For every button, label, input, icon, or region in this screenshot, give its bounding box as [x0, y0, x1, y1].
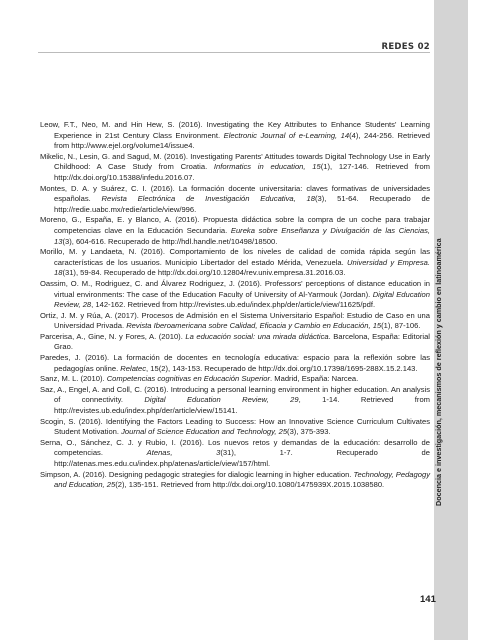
- reference-tail: (2), 135-151. Retrieved from http://dx.doi.org/10.1080/1475939X.2015.1038580.: [115, 480, 385, 490]
- reference-list: [40, 120, 430, 491]
- reference-tail: . Madrid, España: Narcea.: [270, 374, 359, 384]
- reference-text: Saz, A., Engel, A. and Coll, C. (2016). Introducing a personal learning environment in higher education. An analysis of connectivity.: [40, 384, 430, 405]
- reference-text: Oassim, O. M., Rodriguez, C. and Álvarez Rodriguez, J. (2016). Professors' perceptions of distance education in virtual environments: The case of the Education Faculty of University of Al-Yarmouk (Jordan).: [40, 278, 430, 299]
- reference-tail: (4), 244-256. Retrieved from http://www.ejel.org/volume14/issue4.: [54, 130, 430, 151]
- reference-source: Journal of Science Education and Technology, 25: [121, 427, 288, 437]
- reference-item: [40, 332, 430, 353]
- reference-item: [40, 353, 430, 374]
- reference-item: [40, 374, 430, 385]
- reference-text: Ortiz, J. M. y Rúa, A. (2017). Procesos de Admisión en el Sistema Universitario Español: Estudio de Caso en una Universidad Privada.: [40, 310, 430, 331]
- reference-tail: , 1-14. Retrieved from http://revistes.ub.edu/index.php/der/article/view/15141.: [54, 395, 430, 416]
- reference-source: Revista Iberoamericana sobre Calidad, Eficacia y Cambio en Educación, 15: [126, 321, 382, 331]
- reference-tail: , 15(2), 143-153. Recuperado de http://dx.doi.org/10.17398/1695-288X.15.2.143.: [146, 363, 418, 373]
- reference-source: Digital Education Review, 29: [144, 395, 299, 405]
- header-rule: [38, 52, 430, 53]
- reference-source: Competencias cognitivas en Educación Superior: [106, 374, 271, 384]
- reference-text: Leow, F.T., Neo, M. and Hin Hew, S. (2016). Investigating the Key Attributes to Enhance Students' Learning Experience in 21st Century Class Environment.: [40, 120, 430, 140]
- reference-source: Technology, Pedagogy and Education, 25: [54, 469, 430, 490]
- reference-source: Universidad y Empresa. 18: [54, 257, 430, 278]
- reference-tail: (31), 1-7. Recuperado de http://atenas.mes.edu.cu/index.php/atenas/article/view/157/html.: [54, 448, 430, 468]
- reference-text: Montes, D. A. y Suárez, C. I. (2016). La formación docente universitaria: claves formativas de universidades españolas.: [40, 183, 430, 204]
- reference-item: [40, 215, 430, 247]
- reference-item: [40, 279, 430, 311]
- reference-item: [40, 385, 430, 417]
- reference-tail: (31), 59-84. Recuperado de http://dx.doi.org/10.12804/rev.univ.empresa.31.2016.03.: [62, 268, 346, 278]
- reference-source: Revista Electrónica de Investigación Educativa, 18: [101, 194, 315, 204]
- reference-tail: (3), 375-393.: [287, 427, 331, 437]
- reference-item: [40, 311, 430, 332]
- vertical-section-title: Docencia e investigación, mecanismos de reflexión y cambio en latinoamérica: [434, 238, 443, 506]
- reference-text: Sanz, M. L. (2010).: [40, 374, 107, 384]
- reference-source: Digital Education Review, 28: [54, 289, 430, 310]
- reference-item: [40, 184, 430, 216]
- reference-text: Simpson, A. (2016). Designing pedagogic strategies for dialogic learning in higher education.: [40, 469, 354, 479]
- reference-item: [40, 152, 430, 184]
- reference-text: Moreno, G., España, E. y Blanco, A. (2016). Propuesta didáctica sobre la compra de un coche para trabajar competencias clave en la Educación Secundaria.: [40, 215, 430, 235]
- reference-text: Parcerisa, A., Gine, N. y Fores, A. (2010).: [40, 331, 186, 341]
- page-number: 141: [420, 594, 436, 605]
- page-header: [0, 0, 486, 54]
- reference-text: Scogin, S. (2016). Identifying the Factors Leading to Success: How an Innovative Science Curriculum Cultivates Student Motivation.: [40, 416, 430, 437]
- reference-text: Serna, O., Sánchez, C. J. y Rubio, I. (2016). Los nuevos retos y demandas de la educación: desarrollo de competencias.: [40, 437, 430, 458]
- reference-item: [40, 417, 430, 438]
- reference-item: [40, 120, 430, 152]
- reference-tail: (1), 87-106.: [381, 321, 421, 331]
- reference-source: Electronic Journal of e-Learning, 14: [223, 130, 350, 140]
- reference-item: [40, 470, 430, 491]
- running-head: REDES 02: [381, 42, 430, 52]
- reference-tail: . Barcelona, España: Editorial Grao.: [54, 331, 430, 352]
- reference-tail: (3), 604-616. Recuperado de http://hdl.handle.net/10498/18500.: [62, 236, 278, 246]
- reference-source: Eureka sobre Enseñanza y Divulgación de las Ciencias, 13: [54, 225, 430, 246]
- reference-text: Morillo, M. y Landaeta, N. (2016). Comportamiento de los niveles de calidad de comida rápida según las características de los usuarios. Municipio Libertador del estado Mérida, Venezuela.: [40, 247, 430, 267]
- reference-source: Relatec: [120, 363, 147, 373]
- reference-tail: , 142-162. Retrieved from http://revistes.ub.edu/index.php/der/article/view/11625/pdf.: [91, 300, 376, 310]
- reference-tail: (1), 127-146. Retrieved from http://dx.doi.org/10.15388/infedu.2016.07.: [54, 162, 430, 182]
- reference-source: La educación social: una mirada didáctica: [185, 331, 329, 341]
- reference-source: Atenas, 3: [146, 448, 221, 458]
- reference-text: Mikelic, N., Lesin, G. and Sagud, M. (2016). Investigating Parents' Attitudes towards Digital Technology Use in Early Childhood: A Case Study from Croatia.: [40, 151, 430, 172]
- reference-tail: (3), 51-64. Recuperado de http://redie.uabc.mx/redie/article/view/996.: [54, 194, 430, 214]
- reference-text: Paredes, J. (2016). La formación de docentes en tecnología educativa: espacio para la reflexión sobre las pedagogías online.: [40, 353, 430, 373]
- reference-item: [40, 438, 430, 470]
- side-margin: [468, 0, 486, 640]
- reference-source: Informatics in education, 15: [213, 162, 321, 172]
- reference-item: [40, 247, 430, 279]
